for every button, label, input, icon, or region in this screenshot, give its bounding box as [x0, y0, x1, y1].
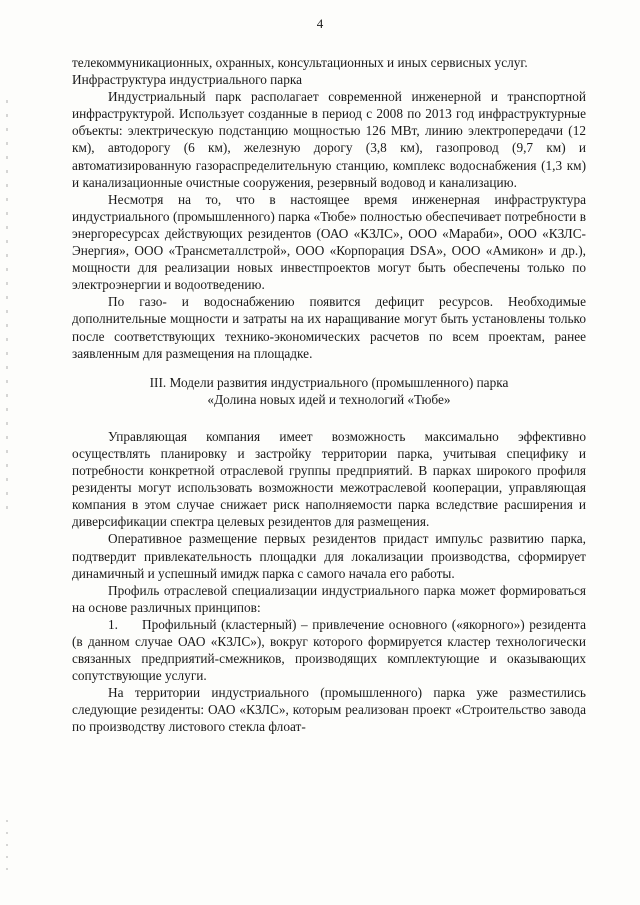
list-item-number: 1.: [108, 616, 118, 632]
section-heading-models-line1: III. Модели развития индустриального (промышленного) парка: [149, 374, 509, 390]
section-heading-infrastructure: Инфраструктура индустриального парка: [72, 72, 303, 88]
paragraph-residents: На территории индустриального (промышленного) парка уже разместились следующие резиденты: ОАО «КЗЛС», которым реализован проект «Строительство завода по производству листового стекла флоат-: [72, 685, 586, 735]
paragraph-management: Управляющая компания имеет возможность максимально эффективно осуществлять планировку и застройку территории парка, учитывая специфику и потребности конкретной отраслевой группы предприятий. В парках широкого профиля резиденты могут использовать возможности межотраслевой кооперации, управляющая компания в этом случае снижает риск наполняемости парка вследствие расширения и диверсификации спектра целевых резидентов для размещения.: [72, 428, 586, 530]
section-heading-models-line2: «Долина новых идей и технологий «Тюбе»: [207, 391, 451, 407]
page-number: 4: [316, 16, 324, 31]
paragraph-profile: Профиль отраслевой специализации индустриального парка может формироваться на основе различных принципов:: [72, 582, 586, 615]
paragraph-first-residents: Оперативное размещение первых резидентов придаст импульс развитию парка, подтвердит привлекательность площадки для локализации производства, сформирует динамичный и успешный имидж парка с самого начала его работы.: [72, 531, 586, 581]
list-item-text: Профильный (кластерный) – привлечение основного («якорного») резидента (в данном случае ОАО «КЗЛС»), вокруг которого формируется кластер технологически связанных предприятий-смежников, производящих комплектующие и оказывающих сопутствующие услуги.: [72, 616, 586, 684]
document-body: [72, 54, 586, 736]
paragraph-energy: Несмотря на то, что в настоящее время инженерная инфраструктура индустриального (промышленного) парка «Тюбе» полностью обеспечивает потребности в энергоресурсах действующих резидентов (ОАО «КЗЛС», ООО «Мараби», ООО «КЗЛС-Энергия», ООО «Трансметаллстрой», ООО «Корпорация DSA», ООО «Амикон» и др.), мощности для реализации новых инвестпроектов могут быть обеспечены только по электроэнергии и водоотведению.: [72, 191, 586, 293]
paragraph-infrastructure: Индустриальный парк располагает современной инженерной и транспортной инфраструктурой. Использует созданные в период с 2008 по 2013 год инфраструктурные объекты: электрическую подстанцию мощностью 126 МВт, линию электропередачи (12 км), автодорогу (6 км), железную дорогу (3,8 км), газопровод (9,7 км) и автоматизированную газораспределительную станцию, комплекс водоснабжения (1,3 км) и канализационные очистные сооружения, резервный водовод и канализацию.: [72, 89, 586, 190]
scan-edge-artifact: [6, 100, 8, 520]
paragraph-deficit: По газо- и водоснабжению появится дефицит ресурсов. Необходимые дополнительные мощности и затраты на их наращивание могут быть установлены только после соответствующих технико-экономических расчетов по всем проектам, ранее заявленным для размещения на площадке.: [72, 294, 586, 361]
list-item-cluster: [72, 616, 586, 684]
paragraph-continued: телекоммуникационных, охранных, консультационных и иных сервисных услуг.: [72, 55, 528, 70]
scan-edge-artifact-lower: [6, 820, 8, 880]
section-heading-models: [72, 374, 586, 408]
